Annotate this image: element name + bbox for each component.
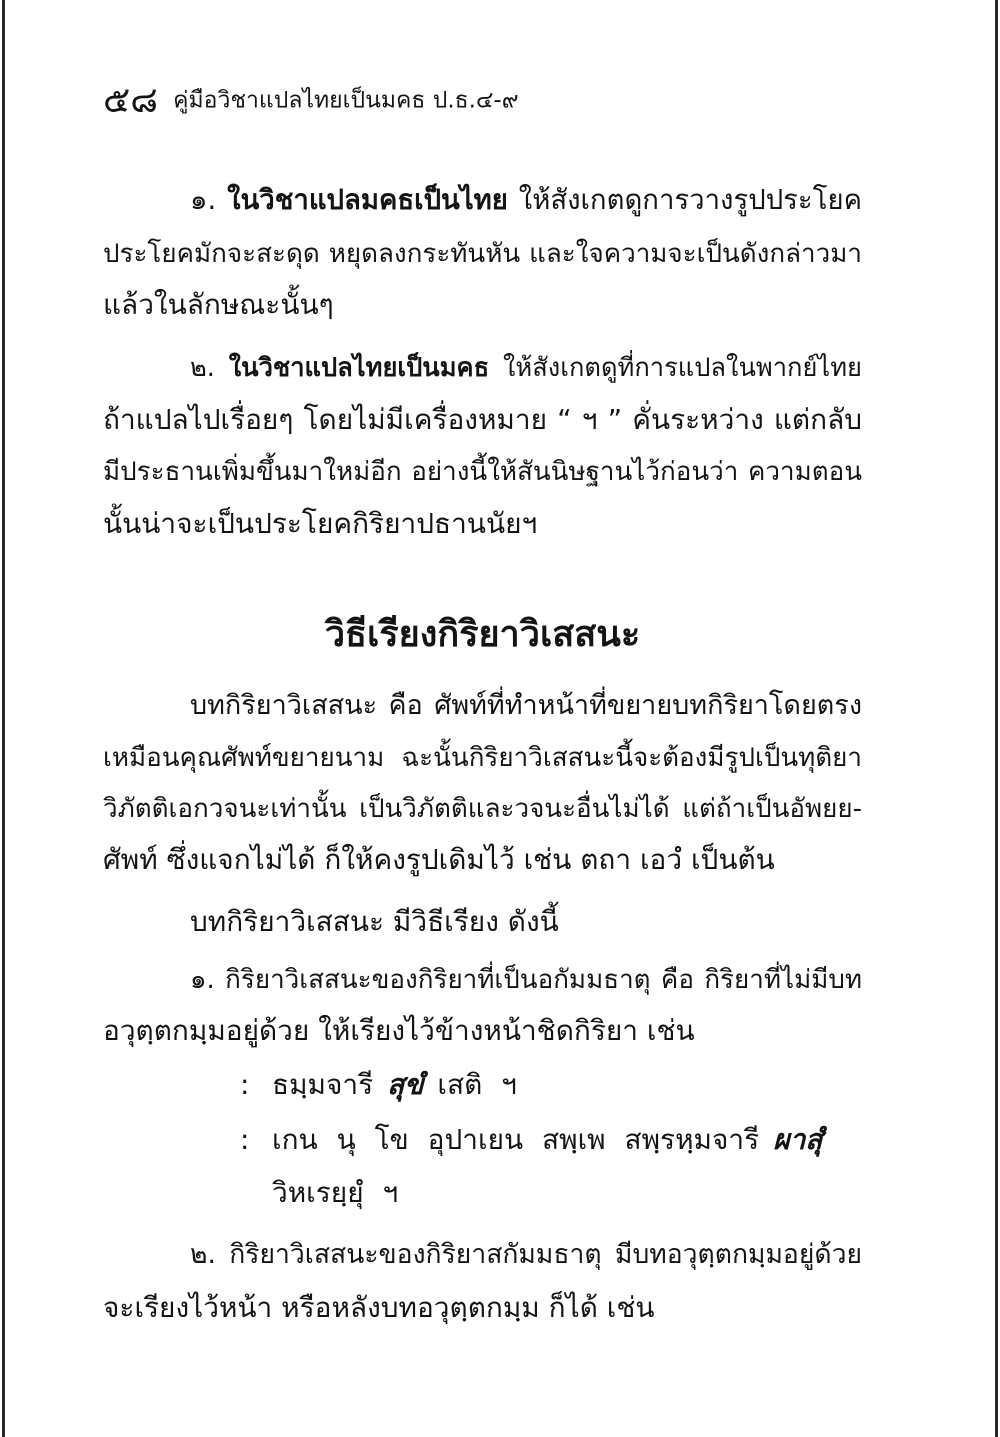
paragraph-line: ถ้าแปลไปเรื่อยๆ โดยไม่มีเครื่องหมาย “ ฯ ” คั่นระหว่าง แต่กลับ: [103, 403, 862, 436]
paragraph-line: มีประธานเพิ่มขึ้นมาใหม่อีก อย่างนี้ให้สันนิษฐานไว้ก่อนว่า ความตอน: [103, 457, 862, 487]
example-emphasis: สุขํ: [387, 1068, 424, 1101]
example-marker: :: [240, 1068, 250, 1101]
rule-2-line: ๒. กิริยาวิเสสนะของกิริยาสกัมมธาตุ มีบทอวุตฺตกมฺมอยู่ด้วย: [190, 1239, 862, 1270]
page-number: ๕๘: [103, 79, 159, 121]
rule-2-line: จะเรียงไว้หน้า หรือหลังบทอวุตฺตกมฺม ก็ได้ เช่น: [103, 1291, 655, 1324]
example-text: ธมฺมจารี: [272, 1068, 374, 1101]
rule-1-line: ๑. กิริยาวิเสสนะของกิริยาที่เป็นอกัมมธาตุ คือ กิริยาที่ไม่มีบท: [190, 965, 862, 995]
example-marker: :: [240, 1123, 250, 1156]
paragraph-line: วิภัตติเอกวจนะเท่านั้น เป็นวิภัตติและวจนะอื่นไม่ได้ แต่ถ้าเป็นอัพยย-: [103, 794, 862, 824]
item-2-line-text: ให้สังเกตดูที่การแปลในพากย์ไทย: [502, 353, 862, 383]
item-2-first-line: [190, 341, 862, 395]
paragraph-line: แล้วในลักษณะนั้นๆ: [103, 288, 334, 321]
running-header: [103, 76, 519, 124]
item-1-line-text: ให้สังเกตดูการวางรูปประโยค: [518, 184, 862, 216]
paragraph-line: บทกิริยาวิเสสนะ คือ ศัพท์ที่ทำหน้าที่ขยายบทกิริยาโดยตรง: [190, 690, 862, 721]
rule-1-line: อวุตฺตกมฺมอยู่ด้วย ให้เรียงไว้ข้างหน้าชิดกิริยา เช่น: [103, 1014, 695, 1047]
book-title: คู่มือวิชาแปลไทยเป็นมคธ ป.ธ.๔-๙: [173, 87, 519, 114]
intro-line: บทกิริยาวิเสสนะ มีวิธีเรียง ดังนี้: [190, 905, 559, 938]
example-emphasis: ผาสุํ: [773, 1123, 823, 1156]
paragraph-line: เหมือนคุณศัพท์ขยายนาม ฉะนั้นกิริยาวิเสสนะนี้จะต้องมีรูปเป็นทุติยา: [103, 743, 862, 773]
item-2-heading: ในวิชาแปลไทยเป็นมคธ: [228, 353, 490, 383]
item-1-first-line: [190, 173, 862, 227]
page-edge-right: [995, 0, 998, 1437]
paragraph-line: นั้นน่าจะเป็นประโยคกิริยาปธานนัยฯ: [103, 507, 538, 540]
paragraph-line: ประโยคมักจะสะดุด หยุดลงกระทันหัน และใจความจะเป็นดังกล่าวมา: [103, 239, 862, 269]
item-1-number: ๑.: [190, 184, 217, 216]
example-1: [240, 1058, 860, 1112]
example-text: เกน นุ โข อุปาเยน สพฺเพ สพฺรหฺมจารี: [272, 1123, 760, 1156]
item-1-heading: ในวิชาแปลมคธเป็นไทย: [227, 184, 508, 216]
item-2-number: ๒.: [190, 353, 215, 383]
section-title: วิธีเรียงกิริยาวิเสสนะ: [324, 614, 641, 655]
example-2: [240, 1113, 860, 1167]
example-2-continuation: วิหเรยฺยุํ ฯ: [272, 1176, 399, 1209]
paragraph-line: ศัพท์ ซึ่งแจกไม่ได้ ก็ให้คงรูปเดิมไว้ เช่น ตถา เอวํ เป็นต้น: [103, 843, 775, 876]
page-edge-left: [2, 0, 5, 1437]
example-text: เสติ ฯ: [437, 1068, 517, 1101]
